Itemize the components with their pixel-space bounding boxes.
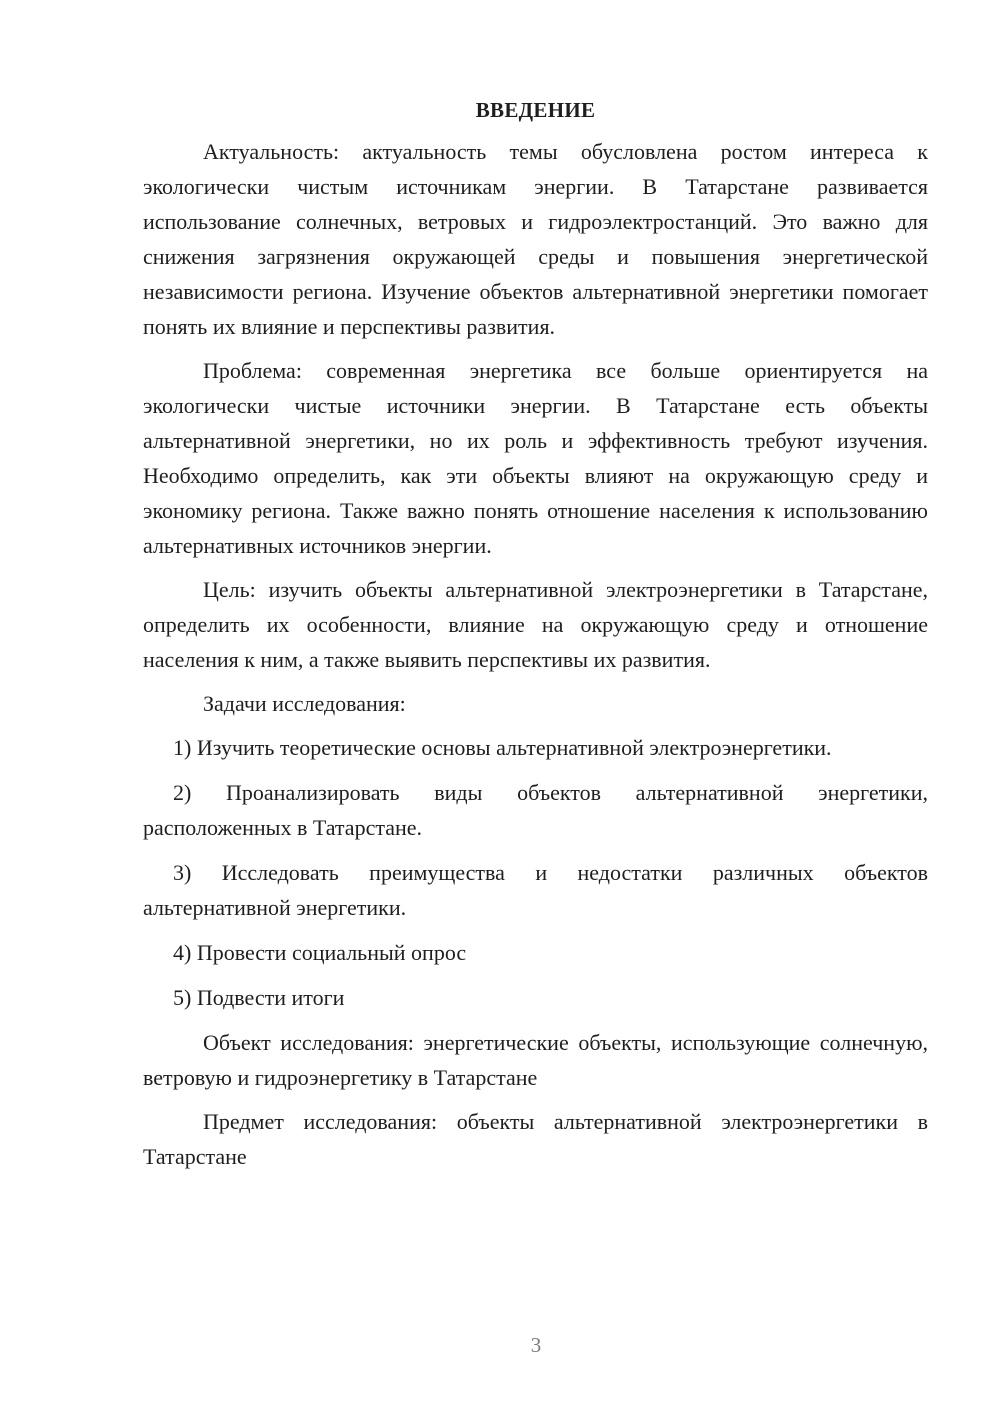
task-item-1: 1) Изучить теоретические основы альтернативной электроэнергетики. bbox=[173, 735, 832, 760]
research-subject-paragraph: Предмет исследования: объекты альтернативной электроэнергетики в Татарстане bbox=[143, 1109, 928, 1169]
task-item-4: 4) Провести социальный опрос bbox=[173, 940, 467, 965]
task-item-5: 5) Подвести итоги bbox=[173, 985, 345, 1010]
section-title: ВВЕДЕНИЕ bbox=[475, 98, 596, 122]
page-number: 3 bbox=[530, 1333, 542, 1357]
relevance-paragraph: Актуальность: актуальность темы обусловлена ростом интереса к экологически чистым источникам энергии. В Татарстане развивается использование солнечных, ветровых и гидроэлектростанций. Это важно для снижения загрязнения окружающей среды и повышения энергетической независимости региона. Изучение объектов альтернативной энергетики помогает понять их влияние и перспективы развития. bbox=[143, 139, 928, 339]
goal-paragraph: Цель: изучить объекты альтернативной электроэнергетики в Татарстане, определить их особенности, влияние на окружающую среду и отношение населения к ним, а также выявить перспективы их развития. bbox=[143, 577, 928, 672]
document-page bbox=[143, 95, 928, 1183]
task-item-3: 3) Исследовать преимущества и недостатки различных объектов альтернативной энергетики. bbox=[143, 860, 928, 920]
problem-paragraph: Проблема: современная энергетика все больше ориентируется на экологически чистые источники энергии. В Татарстане есть объекты альтернативной энергетики, но их роль и эффективность требуют изучения. Необходимо определить, как эти объекты влияют на окружающую среду и экономику региона. Также важно понять отношение населения к использованию альтернативных источников энергии. bbox=[143, 358, 928, 558]
tasks-heading: Задачи исследования: bbox=[203, 691, 406, 716]
research-object-paragraph: Объект исследования: энергетические объекты, использующие солнечную, ветровую и гидроэнергетику в Татарстане bbox=[143, 1030, 928, 1090]
task-item-2: 2) Проанализировать виды объектов альтернативной энергетики, расположенных в Татарстане. bbox=[143, 780, 928, 840]
